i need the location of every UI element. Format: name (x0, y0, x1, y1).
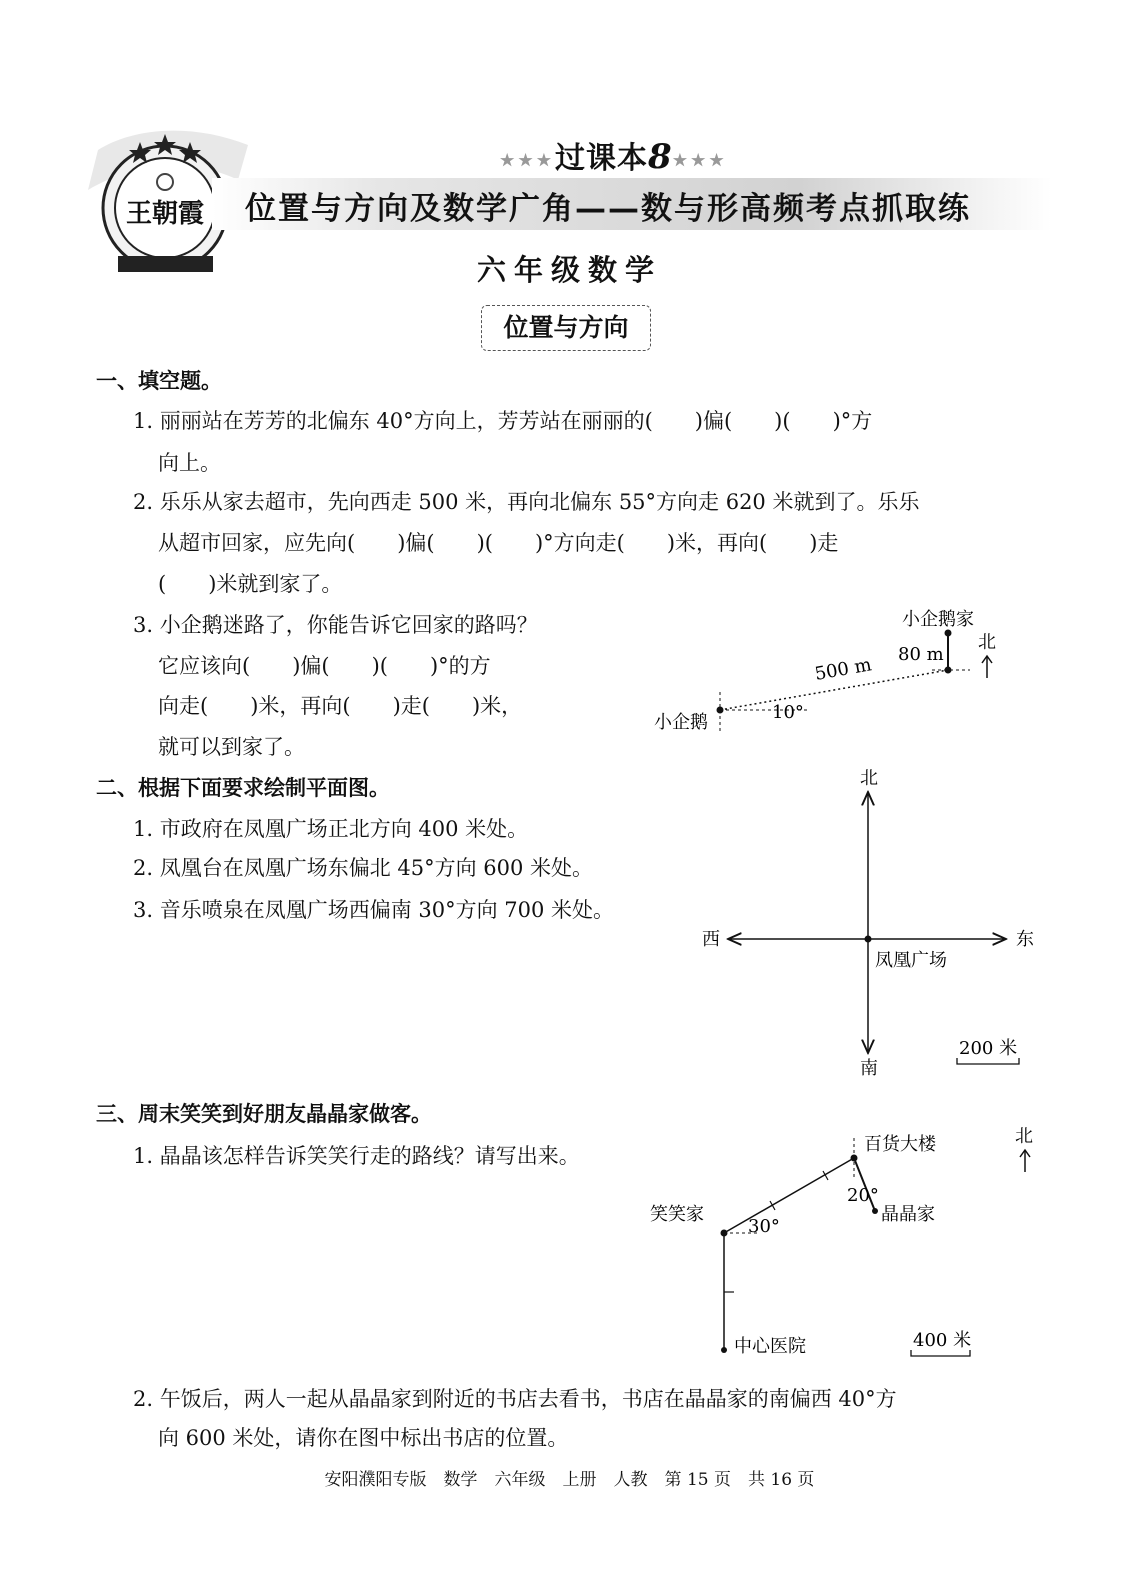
west-label: 西 (702, 929, 720, 950)
phoenix-square-diagram (690, 760, 1050, 1090)
angle-20: 20° (847, 1185, 879, 1206)
section-3-heading: 三、周末笑笑到好朋友晶晶家做客。 (96, 1102, 432, 1126)
home-label: 小企鹅家 (902, 609, 974, 630)
penguin-label: 小企鹅 (654, 712, 708, 733)
question-3-2: 2. 午饭后，两人一起从晶晶家到附近的书店去看书，书店在晶晶家的南偏西 40°方 (133, 1387, 897, 1411)
page-title: 位置与方向及数学广角——数与形高频考点抓取练 (245, 191, 971, 227)
question-1-3: 3. 小企鹅迷路了，你能告诉它回家的路吗？ (133, 613, 538, 637)
center-point (865, 936, 872, 943)
task-2-3: 3. 音乐喷泉在凤凰广场西偏南 30°方向 700 米处。 (133, 898, 615, 922)
question-3-1: 1. 晶晶该怎样告诉笑笑行走的路线？请写出来。 (133, 1144, 580, 1168)
unit-title: 位置与方向 (481, 305, 651, 351)
star-icon: ★★★ (672, 150, 728, 170)
distance-80: 80 m (898, 644, 944, 665)
question-1-3-cont3: 就可以到家了。 (158, 735, 305, 759)
question-1-1: 1. 丽丽站在芳芳的北偏东 40°方向上，芳芳站在丽丽的( )偏( )( )°方 (133, 409, 873, 433)
question-1-2: 2. 乐乐从家去超市，先向西走 500 米，再向北偏东 55°方向走 620 米就到了。乐乐 (133, 490, 920, 514)
east-label: 东 (1016, 929, 1034, 950)
series-prefix: 过课本 (555, 141, 649, 176)
section-2-heading: 二、根据下面要求绘制平面图。 (96, 776, 390, 800)
path-home-to-store (724, 1158, 854, 1233)
question-1-3-cont: 它应该向( )偏( )( )°的方 (158, 654, 491, 678)
store-label: 百货大楼 (864, 1134, 936, 1155)
scale-label: 400 米 (913, 1330, 972, 1351)
hospital-label: 中心医院 (734, 1336, 806, 1357)
home-label: 笑笑家 (650, 1204, 704, 1225)
task-2-1: 1. 市政府在凤凰广场正北方向 400 米处。 (133, 817, 529, 841)
series-label (500, 133, 728, 177)
page-footer: 安阳濮阳专版 数学 六年级 上册 人教 第 15 页 共 16 页 (324, 1470, 815, 1490)
north-label: 北 (1015, 1126, 1033, 1147)
question-1-3-cont2: 向走( )米，再向( )走( )米， (158, 694, 523, 718)
question-1-2-cont: 从超市回家，应先向( )偏( )( )°方向走( )米，再向( )走 (158, 531, 839, 555)
question-1-2-cont2: ( )米就到家了。 (158, 572, 343, 596)
friend-home-point (872, 1208, 878, 1214)
south-label: 南 (860, 1058, 878, 1079)
question-3-2-cont: 向 600 米处，请你在图中标出书店的位置。 (158, 1426, 569, 1450)
scale-label: 200 米 (959, 1038, 1018, 1059)
angle-30: 30° (748, 1216, 780, 1237)
question-1-1-cont: 向上。 (158, 451, 221, 475)
route-diagram (640, 1120, 1060, 1370)
north-label: 北 (978, 632, 996, 653)
section-1-heading: 一、填空题。 (96, 369, 222, 393)
logo-text: 王朝霞 (125, 199, 205, 229)
distance-500: 500 m (813, 654, 874, 685)
star-icon: ★★★ (500, 150, 556, 170)
penguin-diagram (640, 600, 1040, 750)
angle-10: 10° (772, 702, 804, 723)
north-label: 北 (860, 768, 878, 789)
hospital-point (721, 1347, 727, 1353)
friend-home-label: 晶晶家 (881, 1204, 935, 1225)
task-2-2: 2. 凤凰台在凤凰广场东偏北 45°方向 600 米处。 (133, 856, 594, 880)
grade-subject: 六年级数学 (476, 253, 662, 287)
series-number: 8 (648, 137, 673, 177)
center-label: 凤凰广场 (875, 950, 947, 971)
